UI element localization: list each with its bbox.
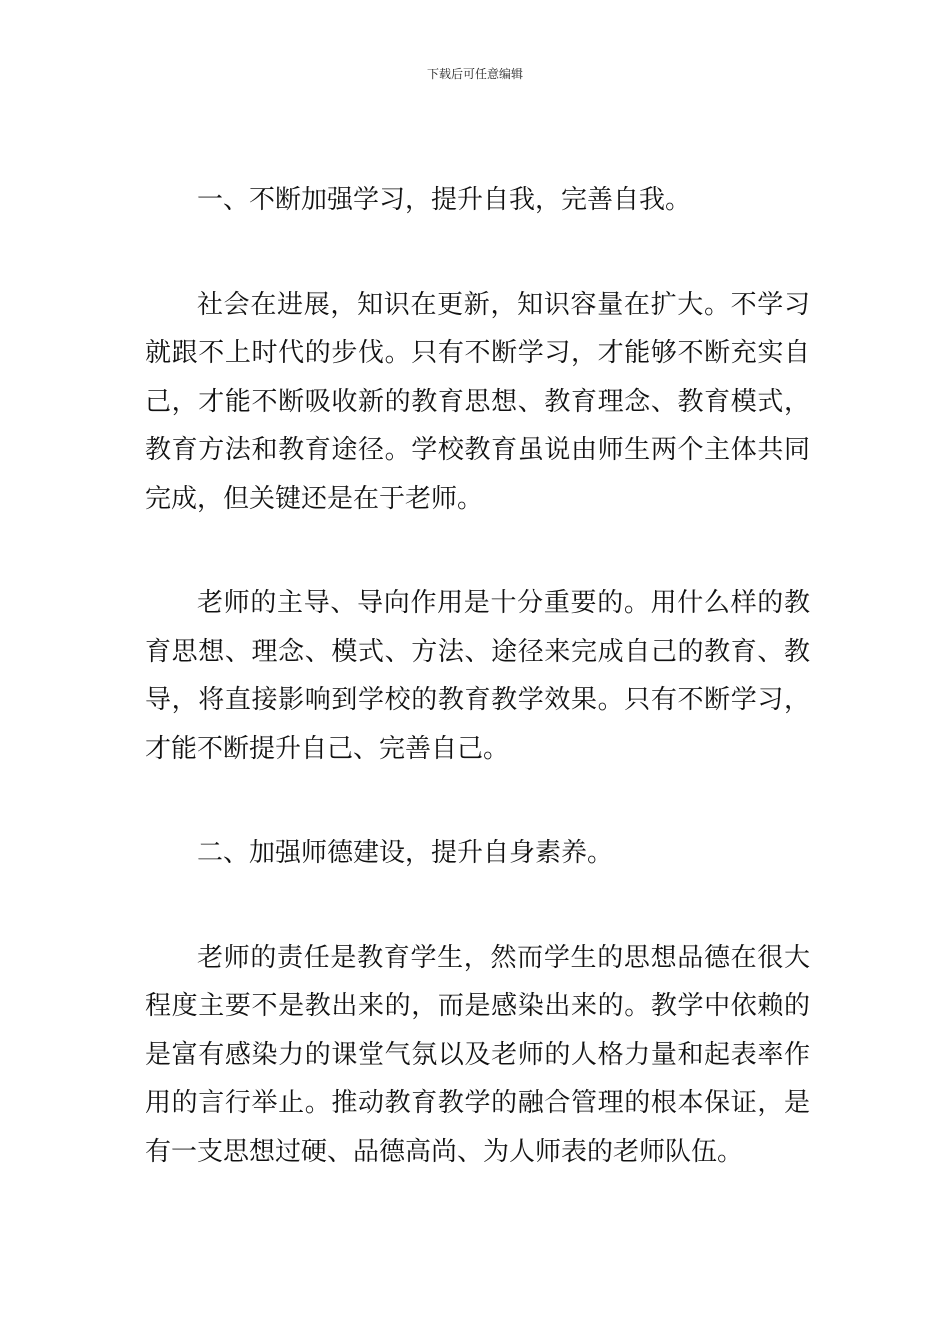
paragraph-gap	[145, 773, 810, 829]
page-header: 下载后可任意编辑	[426, 67, 523, 81]
section-heading-1: 一、不断加强学习，提升自我，完善自我。	[197, 185, 692, 215]
paragraph-3: 老师的责任是教育学生，然而学生的思想品德在很大程度主要不是教出来的，而是感染出来的。教学中依赖的是富有感染力的课堂气氛以及老师的人格力量和起表率作用的言行举止。推动教育教学的融合管理的根本保证，是有一支思想过硬、品德高尚、为人师表的老师队伍。	[145, 942, 810, 1167]
section-heading-2: 二、加强师德建设，提升自身素养。	[197, 838, 614, 868]
paragraph-gap	[145, 878, 810, 934]
paragraph-gap	[145, 225, 810, 281]
paragraph-gap	[145, 523, 810, 579]
paragraph-1: 社会在进展，知识在更新，知识容量在扩大。不学习就跟不上时代的步伐。只有不断学习，才能够不断充实自己，才能不断吸收新的教育思想、教育理念、教育模式，教育方法和教育途径。学校教育虽说由师生两个主体共同完成，但关键还是在于老师。	[145, 289, 810, 514]
document-body	[145, 176, 810, 1176]
paragraph-2: 老师的主导、导向作用是十分重要的。用什么样的教育思想、理念、模式、方法、途径来完成自己的教育、教导，将直接影响到学校的教育教学效果。只有不断学习，才能不断提升自己、完善自己。	[145, 588, 810, 764]
